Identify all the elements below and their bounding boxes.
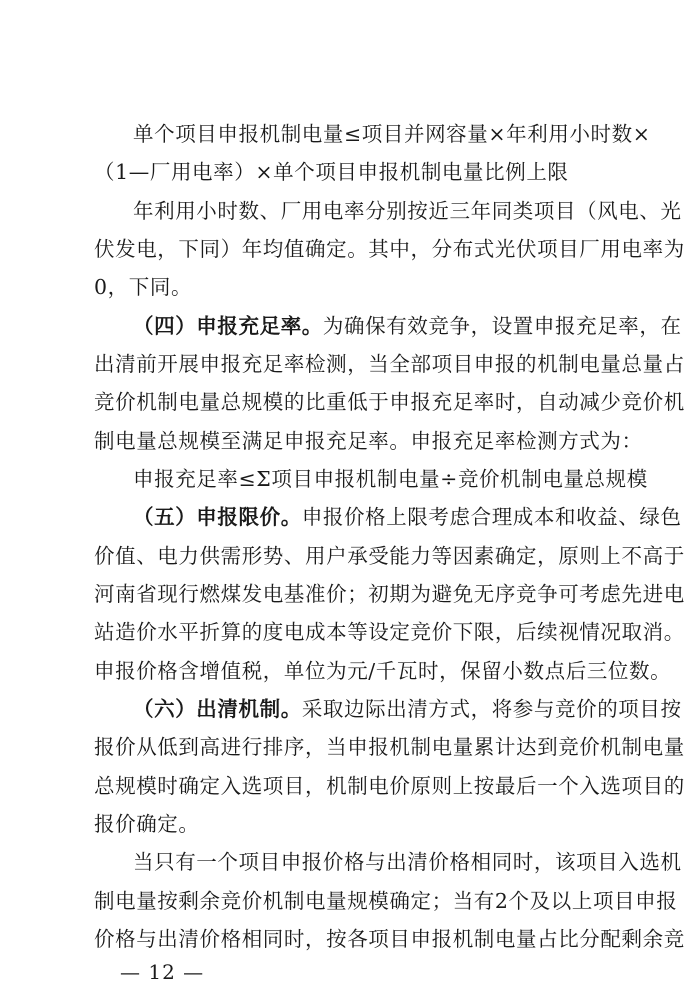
paragraph-line: 伏发电，下同）年均值确定。其中，分布式光伏项目厂用电率为 <box>94 237 685 261</box>
formula-line: 单个项目申报机制电量≤项目并网容量×年利用小时数× <box>133 122 651 146</box>
section-text: 为确保有效竞争，设置申报充足率，在 <box>322 314 682 338</box>
paragraph-line: 0，下同。 <box>94 275 193 299</box>
formula-line: 申报充足率≤Σ项目申报机制电量÷竞价机制电量总规模 <box>133 467 648 491</box>
section-heading: （五）申报限价。 <box>133 505 302 529</box>
section-heading: （四）申报充足率。 <box>133 314 323 338</box>
paragraph-line: 制电量总规模至满足申报充足率。申报充足率检测方式为： <box>94 429 643 453</box>
paragraph-line: 站造价水平折算的度电成本等设定竞价下限，后续视情况取消。 <box>94 620 685 644</box>
paragraph-line: 报价确定。 <box>94 812 200 836</box>
section-heading: （六）出清机制。 <box>133 697 302 721</box>
paragraph-line: 总规模时确定入选项目，机制电价原则上按最后一个入选项目的 <box>94 774 685 798</box>
paragraph-line: 价值、电力供需形势、用户承受能力等因素确定，原则上不高于 <box>94 544 685 568</box>
paragraph-line: 年利用小时数、厂用电率分别按近三年同类项目（风电、光 <box>133 199 682 223</box>
paragraph-line: 制电量按剩余竞价机制电量规模确定；当有2个及以上项目申报 <box>94 889 678 913</box>
paragraph-line: 价格与出清价格相同时，按各项目申报机制电量占比分配剩余竞 <box>94 927 685 951</box>
section-line <box>133 503 682 531</box>
section-line <box>133 312 682 340</box>
paragraph-line: 当只有一个项目申报价格与出清价格相同时，该项目入选机 <box>133 850 682 874</box>
paragraph-line: 报价从低到高进行排序，当申报机制电量累计达到竞价机制电量 <box>94 735 685 759</box>
paragraph-line: 申报价格含增值税，单位为元/千瓦时，保留小数点后三位数。 <box>94 659 672 683</box>
paragraph-line: 竞价机制电量总规模的比重低于申报充足率时，自动减少竞价机 <box>94 390 685 414</box>
paragraph-line: 河南省现行燃煤发电基准价；初期为避免无序竞争可考虑先进电 <box>94 582 685 606</box>
section-text: 申报价格上限考虑合理成本和收益、绿色 <box>301 505 682 529</box>
page-number: — 12 — <box>120 960 205 984</box>
formula-line: （1—厂用电率）×单个项目申报机制电量比例上限 <box>94 160 569 184</box>
section-text: 采取边际出清方式，将参与竞价的项目按 <box>301 697 682 721</box>
section-line <box>133 695 682 723</box>
paragraph-line: 出清前开展申报充足率检测，当全部项目申报的机制电量总量占 <box>94 352 685 376</box>
